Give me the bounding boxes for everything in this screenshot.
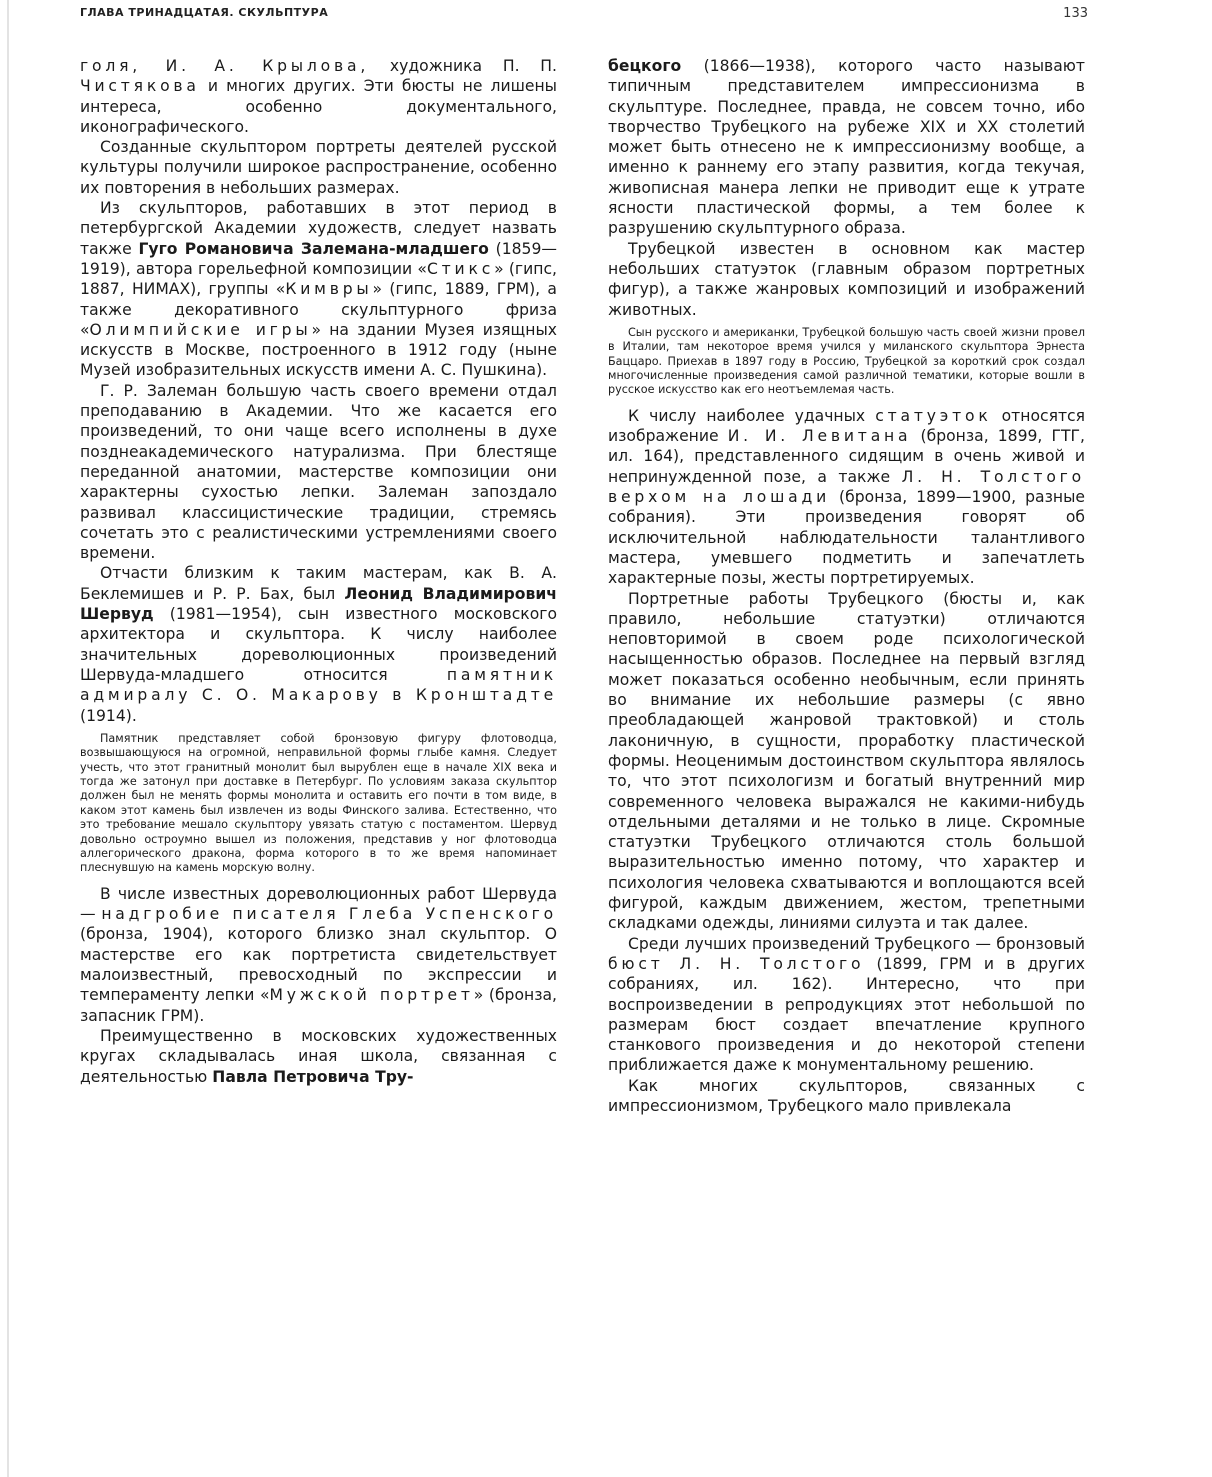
paragraph: Преимущественно в московских художественных кругах складывалась иная школа, связанная с деятельностью Павла Петровича Тру- [80, 1026, 557, 1086]
paragraph: Как многих скульпторов, связанных с импрессионизмом, Трубецкого мало привлекала [608, 1076, 1085, 1115]
paragraph: Портретные работы Трубецкого (бюсты и, как правило, небольшие статуэтки) отличаются неповторимой в своем роде психологической насыщенностью образов. Последнее на первый взгляд может показаться особенно необычным, если принять во внимание их небольшие размеры (с явно преобладающей жанровой трактовкой) и столь лаконичную, в сущности, проработку пластической формы. Неоценимым достоинством скульптора являлось то, что этот психологизм и богатый внутренний мир современного человека выражался не какими-нибудь отдельными деталями и не только в лице. Скромные статуэтки Трубецкого отличаются столь большой выразительностью именно потому, что характер и психология человека схватываются и воплощаются всей фигурой, каждым движением, жестом, трепетными складками одежды, линиями силуэта и так далее. [608, 589, 1085, 933]
small-print-note: Памятник представляет собой бронзовую фигуру флотоводца, возвышающуюся на огромной, неправильной формы глыбе камня. Следует учесть, что этот гранитный монолит был вырублен еще в начале XIX века и тогда же затонул при доставке в Петербург. По условиям заказа скульптор должен был не менять формы монолита и оставить его почти в том виде, в каком этот камень был извлечен из воды Финского залива. Естественно, что это требование мешало скульптору увязать статую с постаментом. Шервуд довольно остроумно вышел из положения, представив у ног флотоводца аллегорического дракона, форма которого в то же время напоминает плеснувшую на камень морскую волну. [80, 731, 557, 875]
right-column [608, 56, 1085, 1116]
paragraph-continued: бецкого (1866—1938), которого часто называют типичным представителем импрессионизма в скульптуре. Последнее, правда, не совсем точно, ибо творчество Трубецкого на рубеже XIX и XX столетий может быть отнесено не к импрессионизму вообще, а именно к раннему его этапу развития, когда текучая, живописная манера лепки не приводит еще к утрате ясности пластической формы, а тем более к разрушению скульптурного образа. [608, 57, 1085, 238]
paragraph-tolstoy-bust: Среди лучших произведений Трубецкого — бронзовый бюст Л. Н. Толстого (1899, ГРМ и в других собраниях, ил. 162). Интересно, что при воспроизведении в репродукциях этот небольшой по размерам бюст создает впечатление крупного станкового произведения и до некоторой степени приближается даже к монументальному решению. [608, 934, 1085, 1075]
paragraph: Г. Р. Залеман большую часть своего времени отдал преподаванию в Академии. Что же касается его произведений, то они чаще всего исполнены в духе позднеакадемического натурализма. При блестяще переданной анатомии, мастерстве композиции они характерны сухостью лепки. Залеман запоздало развивал классицистические традиции, стремясь сочетать это с реалистическими устремлениями своего времени. [80, 381, 557, 563]
paragraph-zaleman: Из скульпторов, работавших в этот период в петербургской Академии художеств, следует назвать также Гуго Романовича Залемана-младшего (1859—1919), автора горельефной композиции «Стикс» (гипс, 1887, НИМАХ), группы «Кимвры» (гипс, 1889, ГРМ), а также декоративного скульптурного фриза «Олимпийские игры» на здании Музея изящных искусств в Москве, построенного в 1912 году (ныне Музей изобразительных искусств имени А. С. Пушкина). [80, 199, 557, 380]
running-head: ГЛАВА ТРИНАДЦАТАЯ. СКУЛЬПТУРА [80, 6, 329, 19]
page-number: 133 [1063, 6, 1088, 21]
paragraph: Созданные скульптором портреты деятелей русской культуры получили широкое распространение, особенно их повторения в небольших размерах. [80, 138, 557, 197]
paragraph-sherwood: Отчасти близким к таким мастерам, как В. А. Беклемишев и Р. Р. Бах, был Леонид Владимирович Шервуд (1981—1954), сын известного московского архитектора и скульптора. К числу наиболее значительных дореволюционных произведений Шервуда-младшего относится памятник адмиралу С. О. Макарову в Кронштадте (1914). [80, 564, 557, 725]
paragraph: В числе известных дореволюционных работ Шервуда — надгробие писателя Глеба Успенского (бронза, 1904), которого близко знал скульптор. О мастерстве его как портретиста свидетельствует малоизвестный, превосходный по экспрессии и темпераменту лепки «Мужской портрет» (бронза, запасник ГРМ). [80, 884, 557, 1025]
small-print-note: Сын русского и американки, Трубецкой большую часть своей жизни провел в Италии, там некоторое время учился у миланского скульптора Эрнеста Баццаро. Приехав в 1897 году в Россию, Трубецкой за короткий срок создал многочисленные произведения самой различной тематики, которые вошли в русское искусство как его неотъемлемая часть. [608, 325, 1085, 397]
paragraph: Трубецкой известен в основном как мастер небольших статуэток (главным образом портретных фигур), а также жанровых композиций и изображений животных. [608, 239, 1085, 319]
paragraph-statuettes: К числу наиболее удачных статуэток относятся изображение И. И. Левитана (бронза, 1899, ГТГ, ил. 164), представленного сидящим в очень живой и непринужденной позе, а также Л. Н. Толстого верхом на лошади (бронза, 1899—1900, разные собрания). Эти произведения говорят об исключительной наблюдательности талантливого мастера, умевшего подметить и запечатлеть характерные позы, жесты портретируемых. [608, 406, 1085, 588]
scan-edge-shadow [7, 0, 9, 1477]
left-column [80, 56, 557, 1087]
paragraph-continued: голя, И. А. Крылова, художника П. П. Чистякова и многих других. Эти бюсты не лишены интереса, особенно документального, иконографического. [80, 57, 557, 136]
